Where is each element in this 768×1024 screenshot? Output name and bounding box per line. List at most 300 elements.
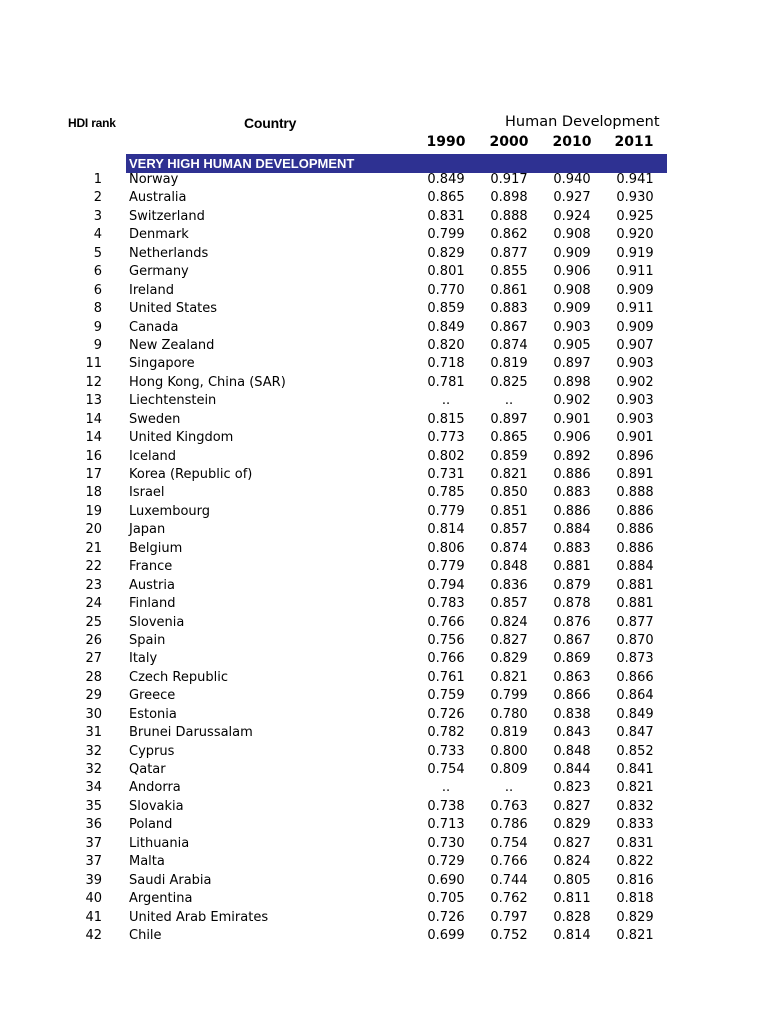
hdi-value-cell-1990: 0.802 xyxy=(427,448,465,464)
table-row xyxy=(0,392,768,410)
table-row xyxy=(0,890,768,908)
country-cell: Ireland xyxy=(129,282,174,298)
hdi-value-cell-2011: 0.902 xyxy=(616,374,654,390)
hdi-value-cell-2011: 0.866 xyxy=(616,669,654,685)
hdi-value-cell-2010: 0.927 xyxy=(553,190,591,206)
hdi-value-cell-2011: 0.849 xyxy=(616,706,654,722)
table-row xyxy=(0,743,768,761)
hdi-value-cell-2011: 0.903 xyxy=(616,411,654,427)
hdi-value-cell-2011: 0.886 xyxy=(616,522,654,538)
country-cell: Liechtenstein xyxy=(129,393,217,409)
country-cell: United States xyxy=(129,301,218,317)
country-cell: Korea (Republic of) xyxy=(129,467,253,482)
country-cell: Brunei Darussalam xyxy=(129,725,253,741)
hdi-value-cell-2011: 0.822 xyxy=(616,854,654,870)
table-row xyxy=(0,687,768,705)
country-cell: Qatar xyxy=(129,762,166,777)
hdi-value-cell-2000: 0.754 xyxy=(490,835,528,851)
hdi-rank-cell: 20 xyxy=(85,522,102,538)
table-row xyxy=(0,650,768,668)
hdi-value-cell-2011: 0.941 xyxy=(616,172,654,187)
hdi-rank-cell: 23 xyxy=(85,577,102,593)
hdi-value-cell-2000: 0.762 xyxy=(490,891,528,907)
hdi-value-cell-1990: 0.782 xyxy=(427,725,465,741)
hdi-value-cell-2000: 0.848 xyxy=(490,559,528,575)
table-row xyxy=(0,189,768,207)
hdi-value-cell-1990: 0.731 xyxy=(427,467,465,482)
hdi-value-cell-1990: 0.859 xyxy=(427,301,465,317)
table-row xyxy=(0,909,768,927)
hdi-rank-cell: 9 xyxy=(93,319,102,335)
table-row xyxy=(0,872,768,890)
country-cell: Slovakia xyxy=(129,798,184,814)
hdi-value-cell-2010: 0.909 xyxy=(553,245,591,261)
hdi-rank-cell: 14 xyxy=(85,430,102,446)
hdi-rank-cell: 5 xyxy=(93,245,102,261)
hdi-value-cell-2000: 0.809 xyxy=(490,762,528,777)
hdi-value-cell-1990: 0.801 xyxy=(427,264,465,280)
hdi-value-cell-2000: 0.861 xyxy=(490,282,528,298)
hdi-value-cell-1990: 0.783 xyxy=(427,596,465,612)
country-cell: Estonia xyxy=(129,706,177,722)
country-cell: Saudi Arabia xyxy=(129,872,212,888)
hdi-value-cell-2011: 0.901 xyxy=(616,430,654,446)
hdi-value-cell-2010: 0.814 xyxy=(553,927,591,943)
country-cell: Japan xyxy=(129,522,166,538)
country-cell: Cyprus xyxy=(129,743,175,759)
hdi-value-cell-1990: 0.770 xyxy=(427,282,465,298)
hdi-value-cell-2011: 0.821 xyxy=(616,780,654,796)
hdi-rank-cell: 6 xyxy=(93,264,102,280)
hdi-rank-cell: 32 xyxy=(85,762,102,777)
table-row xyxy=(0,374,768,392)
hdi-value-cell-2010: 0.883 xyxy=(553,540,591,556)
hdi-value-cell-1990: 0.799 xyxy=(427,227,465,243)
hdi-value-cell-1990: 0.815 xyxy=(427,411,465,427)
hdi-value-cell-2000: 0.874 xyxy=(490,540,528,556)
country-cell: Czech Republic xyxy=(129,669,228,685)
section-band-very-high: VERY HIGH HUMAN DEVELOPMENT xyxy=(126,154,667,173)
hdi-rank-cell: 29 xyxy=(85,688,102,704)
table-row xyxy=(0,927,768,945)
hdi-value-cell-2011: 0.903 xyxy=(616,356,654,372)
hdi-rank-cell: 27 xyxy=(85,651,102,667)
hdi-value-cell-2000: .. xyxy=(504,780,514,796)
hdi-value-cell-1990: .. xyxy=(441,393,451,409)
hdi-value-cell-2010: 0.878 xyxy=(553,596,591,612)
hdi-value-cell-2000: 0.829 xyxy=(490,651,528,667)
hdi-value-cell-2010: 0.886 xyxy=(553,503,591,519)
hdi-value-cell-1990: 0.831 xyxy=(427,208,465,224)
table-row xyxy=(0,282,768,300)
hdi-value-cell-1990: 0.729 xyxy=(427,854,465,870)
hdi-value-cell-2000: 0.821 xyxy=(490,669,528,685)
hdi-rank-cell: 30 xyxy=(85,706,102,722)
hdi-value-cell-2010: 0.827 xyxy=(553,835,591,851)
country-cell: Austria xyxy=(129,577,175,593)
hdi-value-cell-2010: 0.924 xyxy=(553,208,591,224)
hdi-rank-cell: 37 xyxy=(85,854,102,870)
country-cell: Australia xyxy=(129,190,187,206)
country-cell: Italy xyxy=(129,651,158,667)
hdi-value-cell-2011: 0.925 xyxy=(616,208,654,224)
country-cell: Chile xyxy=(129,927,162,943)
hdi-value-cell-2010: 0.897 xyxy=(553,356,591,372)
hdi-rank-cell: 12 xyxy=(85,374,102,390)
country-cell: Slovenia xyxy=(129,614,185,630)
country-cell: Switzerland xyxy=(129,208,205,224)
country-cell: France xyxy=(129,559,173,575)
hdi-rank-cell: 19 xyxy=(85,503,102,519)
hdi-value-cell-2000: 0.867 xyxy=(490,319,528,335)
hdi-rank-cell: 28 xyxy=(85,669,102,685)
hdi-value-cell-2000: 0.819 xyxy=(490,356,528,372)
hdi-value-cell-2011: 0.896 xyxy=(616,448,654,464)
country-cell: Singapore xyxy=(129,356,195,372)
hdi-value-cell-2010: 0.867 xyxy=(553,632,591,648)
hdi-value-cell-2011: 0.877 xyxy=(616,614,654,630)
hdi-value-cell-2011: 0.884 xyxy=(616,559,654,575)
table-row xyxy=(0,429,768,447)
hdi-value-cell-2011: 0.829 xyxy=(616,909,654,925)
hdi-value-cell-1990: 0.829 xyxy=(427,245,465,261)
hdi-value-cell-1990: 0.849 xyxy=(427,172,465,187)
hdi-value-cell-2011: 0.888 xyxy=(616,485,654,501)
table-row xyxy=(0,245,768,263)
table-row xyxy=(0,577,768,595)
hdi-value-cell-2011: 0.818 xyxy=(616,891,654,907)
table-row xyxy=(0,540,768,558)
hdi-value-cell-2011: 0.833 xyxy=(616,817,654,833)
hdi-rank-cell: 4 xyxy=(93,227,102,243)
hdi-value-cell-2010: 0.844 xyxy=(553,762,591,777)
country-cell: Denmark xyxy=(129,227,189,243)
table-row xyxy=(0,319,768,337)
table-row xyxy=(0,226,768,244)
hdi-value-cell-1990: 0.779 xyxy=(427,503,465,519)
hdi-value-cell-1990: 0.718 xyxy=(427,356,465,372)
hdi-value-cell-2011: 0.847 xyxy=(616,725,654,741)
hdi-value-cell-2011: 0.821 xyxy=(616,927,654,943)
hdi-rank-cell: 42 xyxy=(85,927,102,943)
hdi-value-cell-2010: 0.906 xyxy=(553,430,591,446)
hdi-value-cell-1990: 0.726 xyxy=(427,706,465,722)
table-row xyxy=(0,595,768,613)
hdi-value-cell-2000: 0.744 xyxy=(490,872,528,888)
hdi-rank-header: HDI rank xyxy=(68,116,116,130)
hdi-value-cell-2011: 0.909 xyxy=(616,319,654,335)
country-cell: Poland xyxy=(129,817,173,833)
hdi-rank-cell: 31 xyxy=(85,725,102,741)
hdi-value-cell-2010: 0.908 xyxy=(553,227,591,243)
hdi-value-cell-2000: 0.797 xyxy=(490,909,528,925)
hdi-table-body xyxy=(0,171,768,945)
table-row xyxy=(0,798,768,816)
hdi-rank-cell: 34 xyxy=(85,780,102,796)
year-header-2011: 2011 xyxy=(614,134,654,150)
hdi-value-cell-1990: 0.761 xyxy=(427,669,465,685)
table-row xyxy=(0,411,768,429)
hdi-value-cell-2000: 0.862 xyxy=(490,227,528,243)
table-row xyxy=(0,853,768,871)
table-row xyxy=(0,466,768,484)
country-cell: Greece xyxy=(129,688,176,704)
hdi-value-cell-2010: 0.866 xyxy=(553,688,591,704)
country-cell: United Arab Emirates xyxy=(129,909,269,925)
table-row xyxy=(0,355,768,373)
hdi-rank-cell: 22 xyxy=(85,559,102,575)
country-header: Country xyxy=(244,115,297,131)
hdi-value-cell-1990: 0.713 xyxy=(427,817,465,833)
hdi-rank-cell: 40 xyxy=(85,891,102,907)
hdi-value-cell-2011: 0.886 xyxy=(616,503,654,519)
hdi-value-cell-2000: 0.780 xyxy=(490,706,528,722)
hdi-rank-cell: 14 xyxy=(85,411,102,427)
country-cell: Canada xyxy=(129,319,179,335)
table-row xyxy=(0,632,768,650)
table-row xyxy=(0,484,768,502)
hdi-value-cell-2011: 0.930 xyxy=(616,190,654,206)
hdi-value-cell-2000: 0.800 xyxy=(490,743,528,759)
hdi-value-cell-2011: 0.881 xyxy=(616,596,654,612)
hdi-value-cell-1990: 0.820 xyxy=(427,337,465,353)
hdi-value-cell-2010: 0.838 xyxy=(553,706,591,722)
hdi-value-cell-2010: 0.828 xyxy=(553,909,591,925)
hdi-value-cell-1990: 0.814 xyxy=(427,522,465,538)
hdi-value-cell-2011: 0.920 xyxy=(616,227,654,243)
table-row xyxy=(0,835,768,853)
country-cell: New Zealand xyxy=(129,337,215,353)
hdi-value-cell-1990: 0.738 xyxy=(427,798,465,814)
hdi-value-cell-2000: 0.850 xyxy=(490,485,528,501)
hdi-value-cell-1990: 0.699 xyxy=(427,927,465,943)
hdi-value-cell-2011: 0.919 xyxy=(616,245,654,261)
hdi-value-cell-2010: 0.863 xyxy=(553,669,591,685)
hdi-value-cell-2011: 0.841 xyxy=(616,762,654,777)
country-cell: Malta xyxy=(129,854,165,870)
hdi-value-cell-1990: 0.806 xyxy=(427,540,465,556)
table-row xyxy=(0,337,768,355)
country-cell: Finland xyxy=(129,596,176,612)
country-cell: Lithuania xyxy=(129,835,190,851)
country-cell: United Kingdom xyxy=(129,430,234,446)
hdi-rank-cell: 32 xyxy=(85,743,102,759)
hdi-value-cell-2010: 0.883 xyxy=(553,485,591,501)
hdi-value-cell-2000: 0.819 xyxy=(490,725,528,741)
table-row xyxy=(0,208,768,226)
table-row xyxy=(0,448,768,466)
hdi-rank-cell: 13 xyxy=(85,393,102,409)
hdi-value-cell-2000: 0.821 xyxy=(490,467,528,482)
hdi-value-cell-2010: 0.892 xyxy=(553,448,591,464)
hdi-rank-cell: 39 xyxy=(85,872,102,888)
country-cell: Belgium xyxy=(129,540,183,556)
hdi-value-cell-2011: 0.864 xyxy=(616,688,654,704)
table-row xyxy=(0,521,768,539)
hdi-value-cell-2010: 0.909 xyxy=(553,301,591,317)
country-cell: Norway xyxy=(129,172,179,187)
hdi-value-cell-2000: 0.917 xyxy=(490,172,528,187)
hdi-value-cell-2011: 0.903 xyxy=(616,393,654,409)
hdi-value-cell-2000: 0.786 xyxy=(490,817,528,833)
table-row xyxy=(0,558,768,576)
table-row xyxy=(0,761,768,779)
hdi-rank-cell: 21 xyxy=(85,540,102,556)
table-row xyxy=(0,263,768,281)
country-cell: Luxembourg xyxy=(129,503,211,519)
hdi-value-cell-2010: 0.940 xyxy=(553,172,591,187)
hdi-value-cell-2010: 0.903 xyxy=(553,319,591,335)
table-row xyxy=(0,503,768,521)
table-row xyxy=(0,614,768,632)
table-row xyxy=(0,779,768,797)
hdi-value-cell-2011: 0.911 xyxy=(616,301,654,317)
table-row xyxy=(0,171,768,189)
hdi-value-cell-2010: 0.886 xyxy=(553,467,591,482)
hdi-value-cell-2010: 0.805 xyxy=(553,872,591,888)
hdi-value-cell-2011: 0.870 xyxy=(616,632,654,648)
hdi-rank-cell: 6 xyxy=(93,282,102,298)
hdi-value-cell-1990: 0.773 xyxy=(427,430,465,446)
country-cell: Netherlands xyxy=(129,245,209,261)
hdi-value-cell-1990: 0.759 xyxy=(427,688,465,704)
hdi-value-cell-2010: 0.901 xyxy=(553,411,591,427)
hdi-value-cell-2000: 0.763 xyxy=(490,798,528,814)
hdi-value-cell-2010: 0.905 xyxy=(553,337,591,353)
hdi-value-cell-1990: 0.754 xyxy=(427,762,465,777)
hdi-rank-cell: 36 xyxy=(85,817,102,833)
hdi-value-cell-2000: 0.859 xyxy=(490,448,528,464)
table-row xyxy=(0,669,768,687)
hdi-value-cell-2010: 0.823 xyxy=(553,780,591,796)
hdi-value-cell-1990: 0.690 xyxy=(427,872,465,888)
hdi-value-cell-1990: 0.733 xyxy=(427,743,465,759)
table-row xyxy=(0,300,768,318)
hdi-value-cell-2000: 0.897 xyxy=(490,411,528,427)
country-cell: Sweden xyxy=(129,411,181,427)
hdi-value-cell-2010: 0.827 xyxy=(553,798,591,814)
hdi-rank-cell: 37 xyxy=(85,835,102,851)
country-cell: Argentina xyxy=(129,891,193,907)
hdi-value-cell-2000: 0.766 xyxy=(490,854,528,870)
hdi-value-cell-1990: 0.779 xyxy=(427,559,465,575)
hdi-value-cell-2010: 0.869 xyxy=(553,651,591,667)
table-row xyxy=(0,706,768,724)
hdi-value-cell-1990: 0.730 xyxy=(427,835,465,851)
hdi-value-cell-2000: 0.877 xyxy=(490,245,528,261)
hdi-rank-cell: 26 xyxy=(85,632,102,648)
hdi-value-cell-2010: 0.811 xyxy=(553,891,591,907)
year-header-2010: 2010 xyxy=(552,134,592,150)
hdi-value-cell-2011: 0.832 xyxy=(616,798,654,814)
hdi-rank-cell: 1 xyxy=(93,172,102,187)
hdi-rank-cell: 25 xyxy=(85,614,102,630)
table-row xyxy=(0,724,768,742)
hdi-value-cell-2010: 0.881 xyxy=(553,559,591,575)
country-cell: Germany xyxy=(129,264,189,280)
hdi-rank-cell: 11 xyxy=(85,356,102,372)
table-row xyxy=(0,816,768,834)
hdi-rank-cell: 16 xyxy=(85,448,102,464)
hdi-value-cell-1990: 0.726 xyxy=(427,909,465,925)
hdi-value-cell-2000: 0.857 xyxy=(490,522,528,538)
hdi-rank-cell: 3 xyxy=(93,208,102,224)
hdi-value-cell-2000: 0.825 xyxy=(490,374,528,390)
hdi-value-cell-2010: 0.848 xyxy=(553,743,591,759)
hdi-value-cell-2010: 0.906 xyxy=(553,264,591,280)
hdi-value-cell-2010: 0.898 xyxy=(553,374,591,390)
hdi-value-cell-2000: 0.883 xyxy=(490,301,528,317)
hdi-value-cell-2000: 0.874 xyxy=(490,337,528,353)
country-cell: Andorra xyxy=(129,780,181,796)
hdi-value-cell-2000: 0.865 xyxy=(490,430,528,446)
hdi-value-cell-2000: 0.898 xyxy=(490,190,528,206)
hdi-value-cell-2011: 0.881 xyxy=(616,577,654,593)
hdi-value-cell-2010: 0.902 xyxy=(553,393,591,409)
country-cell: Iceland xyxy=(129,448,177,464)
hdi-value-cell-2000: .. xyxy=(504,393,514,409)
hdi-value-cell-2000: 0.855 xyxy=(490,264,528,280)
country-cell: Hong Kong, China (SAR) xyxy=(129,374,286,390)
hdi-value-cell-1990: 0.705 xyxy=(427,891,465,907)
country-cell: Spain xyxy=(129,632,166,648)
year-header-2000: 2000 xyxy=(489,134,529,150)
hdi-value-cell-2010: 0.829 xyxy=(553,817,591,833)
hdi-value-cell-2011: 0.886 xyxy=(616,540,654,556)
country-cell: Israel xyxy=(129,485,165,501)
hdi-rank-cell: 17 xyxy=(85,467,102,482)
hdi-value-cell-2011: 0.873 xyxy=(616,651,654,667)
hdi-value-cell-2000: 0.857 xyxy=(490,596,528,612)
human-development-header: Human Development xyxy=(505,114,660,130)
hdi-value-cell-2000: 0.824 xyxy=(490,614,528,630)
hdi-value-cell-2010: 0.908 xyxy=(553,282,591,298)
hdi-value-cell-2010: 0.879 xyxy=(553,577,591,593)
hdi-value-cell-2011: 0.907 xyxy=(616,337,654,353)
hdi-value-cell-2000: 0.752 xyxy=(490,927,528,943)
hdi-value-cell-1990: 0.865 xyxy=(427,190,465,206)
hdi-value-cell-2011: 0.816 xyxy=(616,872,654,888)
hdi-value-cell-2011: 0.911 xyxy=(616,264,654,280)
hdi-value-cell-2010: 0.876 xyxy=(553,614,591,630)
hdi-value-cell-1990: 0.766 xyxy=(427,651,465,667)
hdi-rank-cell: 9 xyxy=(93,337,102,353)
hdi-rank-cell: 41 xyxy=(85,909,102,925)
hdi-value-cell-1990: 0.794 xyxy=(427,577,465,593)
hdi-rank-cell: 18 xyxy=(85,485,102,501)
hdi-value-cell-2010: 0.843 xyxy=(553,725,591,741)
hdi-rank-cell: 8 xyxy=(93,301,102,317)
hdi-value-cell-2011: 0.852 xyxy=(616,743,654,759)
hdi-value-cell-2000: 0.888 xyxy=(490,208,528,224)
hdi-value-cell-2000: 0.851 xyxy=(490,503,528,519)
hdi-value-cell-2000: 0.836 xyxy=(490,577,528,593)
hdi-value-cell-1990: 0.849 xyxy=(427,319,465,335)
hdi-value-cell-2000: 0.827 xyxy=(490,632,528,648)
hdi-value-cell-1990: 0.756 xyxy=(427,632,465,648)
hdi-value-cell-2011: 0.831 xyxy=(616,835,654,851)
hdi-value-cell-2010: 0.884 xyxy=(553,522,591,538)
hdi-rank-cell: 2 xyxy=(93,190,102,206)
hdi-rank-cell: 24 xyxy=(85,596,102,612)
hdi-rank-cell: 35 xyxy=(85,798,102,814)
hdi-value-cell-1990: 0.785 xyxy=(427,485,465,501)
hdi-value-cell-2011: 0.909 xyxy=(616,282,654,298)
hdi-value-cell-2000: 0.799 xyxy=(490,688,528,704)
hdi-value-cell-1990: 0.781 xyxy=(427,374,465,390)
hdi-value-cell-2010: 0.824 xyxy=(553,854,591,870)
hdi-value-cell-2011: 0.891 xyxy=(616,467,654,482)
